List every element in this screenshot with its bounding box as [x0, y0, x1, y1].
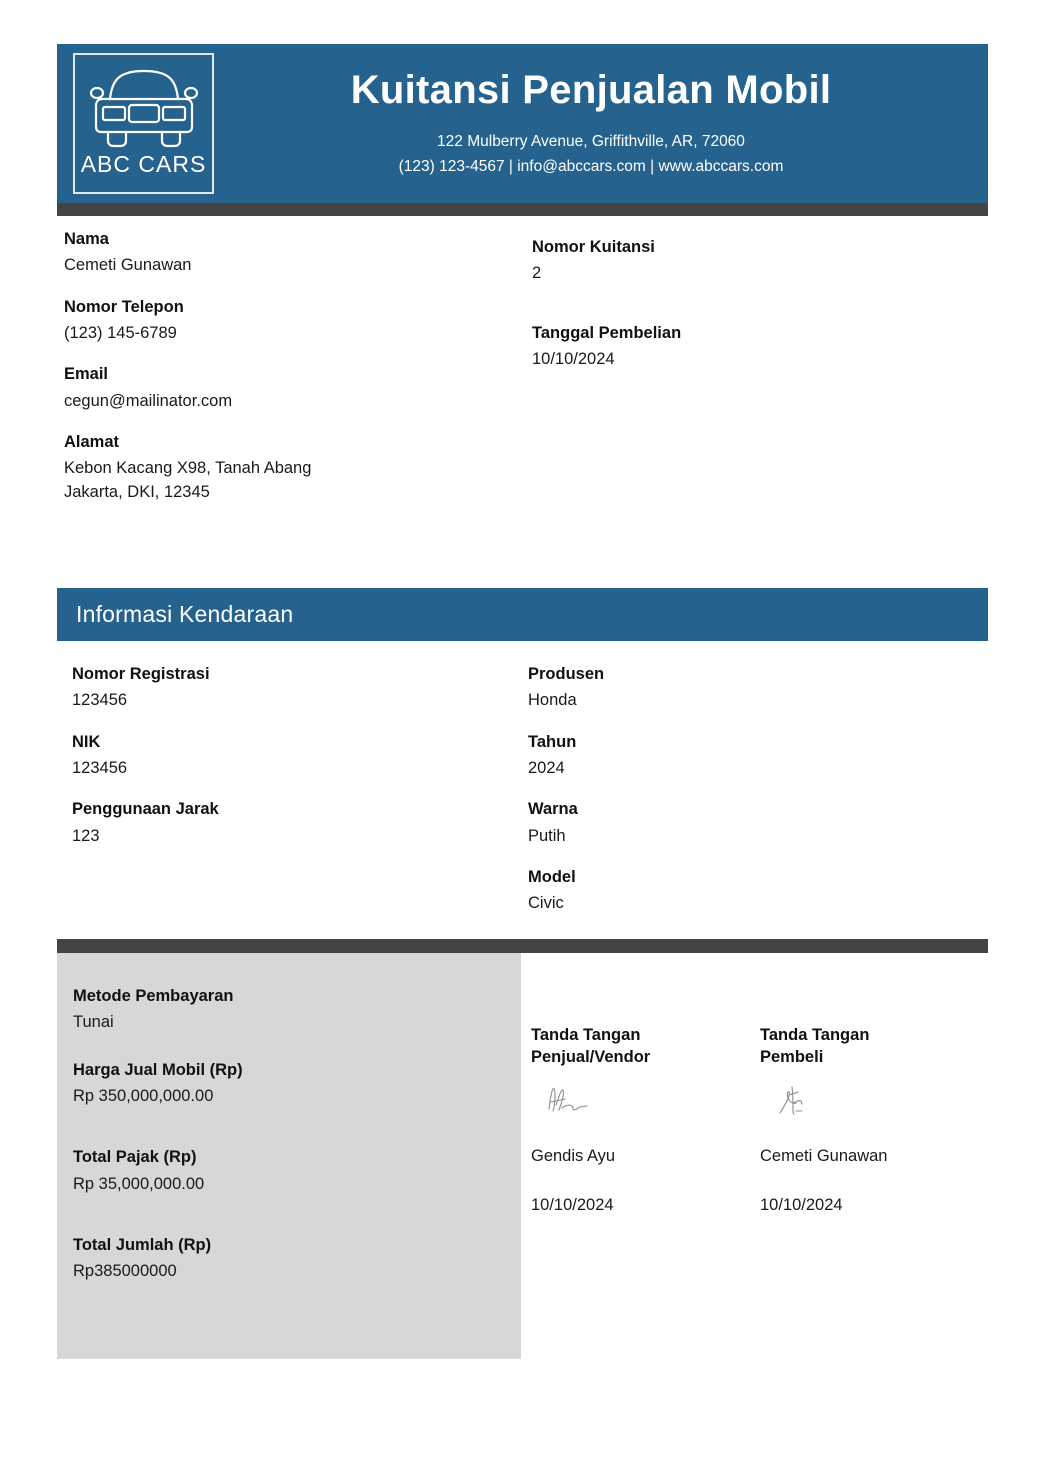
buyer-date: 10/10/2024 — [760, 1195, 843, 1214]
address-line-2: Jakarta, DKI, 12345 — [64, 482, 210, 501]
signature-section — [0, 1024, 1044, 1284]
buyer-label-line-1: Tanda Tangan — [760, 1026, 870, 1044]
field-value: (123) 145-6789 — [64, 323, 177, 342]
field-nomor-telepon — [64, 296, 514, 346]
field-label: Tanggal Pembelian — [532, 323, 682, 342]
field-label: NIK — [72, 732, 101, 751]
field-label: Email — [64, 365, 109, 384]
company-logo — [73, 53, 214, 194]
customer-info-left-column — [64, 228, 514, 522]
buyer-signature-mark — [760, 1069, 980, 1125]
field-label: Nomor Telepon — [64, 297, 184, 316]
customer-info-right-column — [532, 236, 982, 389]
field-value — [64, 457, 514, 504]
field-value: Civic — [528, 894, 564, 913]
field-nama — [64, 228, 514, 278]
vehicle-info-left-column — [72, 663, 512, 866]
field-penggunaan-jarak — [72, 798, 512, 848]
address-line-1: Kebon Kacang X98, Tanah Abang — [64, 459, 312, 478]
field-value: Putih — [528, 826, 566, 845]
field-warna — [528, 798, 968, 848]
field-nik — [72, 731, 512, 781]
field-nomor-registrasi — [72, 663, 512, 713]
field-model — [528, 866, 968, 916]
buyer-signature-block — [760, 1024, 980, 1215]
field-value: 123456 — [72, 758, 128, 777]
field-value: Rp 350,000,000.00 — [73, 1086, 214, 1105]
handwritten-signature-icon — [772, 1083, 832, 1117]
vendor-name: Gendis Ayu — [531, 1146, 616, 1165]
buyer-label-line-2: Pembeli — [760, 1048, 824, 1067]
vendor-label-line-1: Tanda Tangan — [531, 1026, 641, 1044]
field-label: Nama — [64, 230, 109, 248]
car-front-outline-icon — [84, 61, 204, 153]
field-label: Nomor Kuitansi — [532, 238, 655, 256]
field-email — [64, 363, 514, 413]
vendor-date: 10/10/2024 — [531, 1195, 614, 1214]
vehicle-section-header — [57, 588, 988, 641]
field-label: Model — [528, 868, 576, 887]
vehicle-info-right-column — [528, 663, 968, 934]
field-label: Harga Jual Mobil (Rp) — [73, 1060, 243, 1079]
field-label: Total Jumlah (Rp) — [73, 1236, 212, 1255]
field-label: Penggunaan Jarak — [72, 800, 219, 819]
field-value: 123456 — [72, 691, 128, 710]
customer-info-section — [0, 228, 1044, 558]
field-label: Tahun — [528, 732, 577, 751]
field-alamat — [64, 431, 514, 504]
field-value: 123 — [72, 826, 100, 845]
field-value: Tunai — [73, 1013, 114, 1032]
field-value: 2 — [532, 264, 542, 283]
field-value: 2024 — [528, 758, 565, 777]
vehicle-info-section — [0, 663, 1044, 933]
field-nomor-kuitansi — [532, 236, 982, 286]
field-value: 10/10/2024 — [532, 349, 615, 368]
field-label: Alamat — [64, 433, 120, 452]
vendor-signature-mark — [531, 1069, 751, 1125]
field-value: cegun@mailinator.com — [64, 391, 233, 410]
field-produsen — [528, 663, 968, 713]
field-label: Total Pajak (Rp) — [73, 1148, 197, 1167]
field-value: Rp 35,000,000.00 — [73, 1174, 205, 1193]
logo-wordmark: ABC CARS — [80, 151, 207, 177]
document-header — [57, 44, 988, 203]
field-label: Produsen — [528, 665, 605, 683]
field-tanggal-pembelian — [532, 322, 982, 372]
header-text-block — [214, 68, 988, 178]
field-tahun — [528, 731, 968, 781]
field-value: Cemeti Gunawan — [64, 256, 192, 275]
payment-divider-bar — [57, 939, 988, 953]
page-title: Kuitansi Penjualan Mobil — [350, 68, 832, 113]
field-label: Warna — [528, 800, 578, 819]
company-contact: (123) 123-4567 | info@abccars.com | www.abccars.com — [398, 157, 784, 175]
field-label: Metode Pembayaran — [73, 987, 234, 1005]
company-address: 122 Mulberry Avenue, Griffithville, AR, 72060 — [437, 133, 745, 151]
vendor-signature-label — [531, 1024, 751, 1069]
buyer-signature-label — [760, 1024, 980, 1069]
field-value: Honda — [528, 691, 577, 710]
handwritten-signature-icon — [543, 1083, 603, 1117]
field-label: Nomor Registrasi — [72, 665, 210, 683]
field-value: Rp385000000 — [73, 1262, 177, 1281]
header-divider-bar — [57, 203, 988, 216]
vendor-signature-block — [531, 1024, 751, 1215]
section-title: Informasi Kendaraan — [76, 601, 294, 627]
vendor-label-line-2: Penjual/Vendor — [531, 1048, 651, 1067]
buyer-name: Cemeti Gunawan — [760, 1146, 888, 1165]
